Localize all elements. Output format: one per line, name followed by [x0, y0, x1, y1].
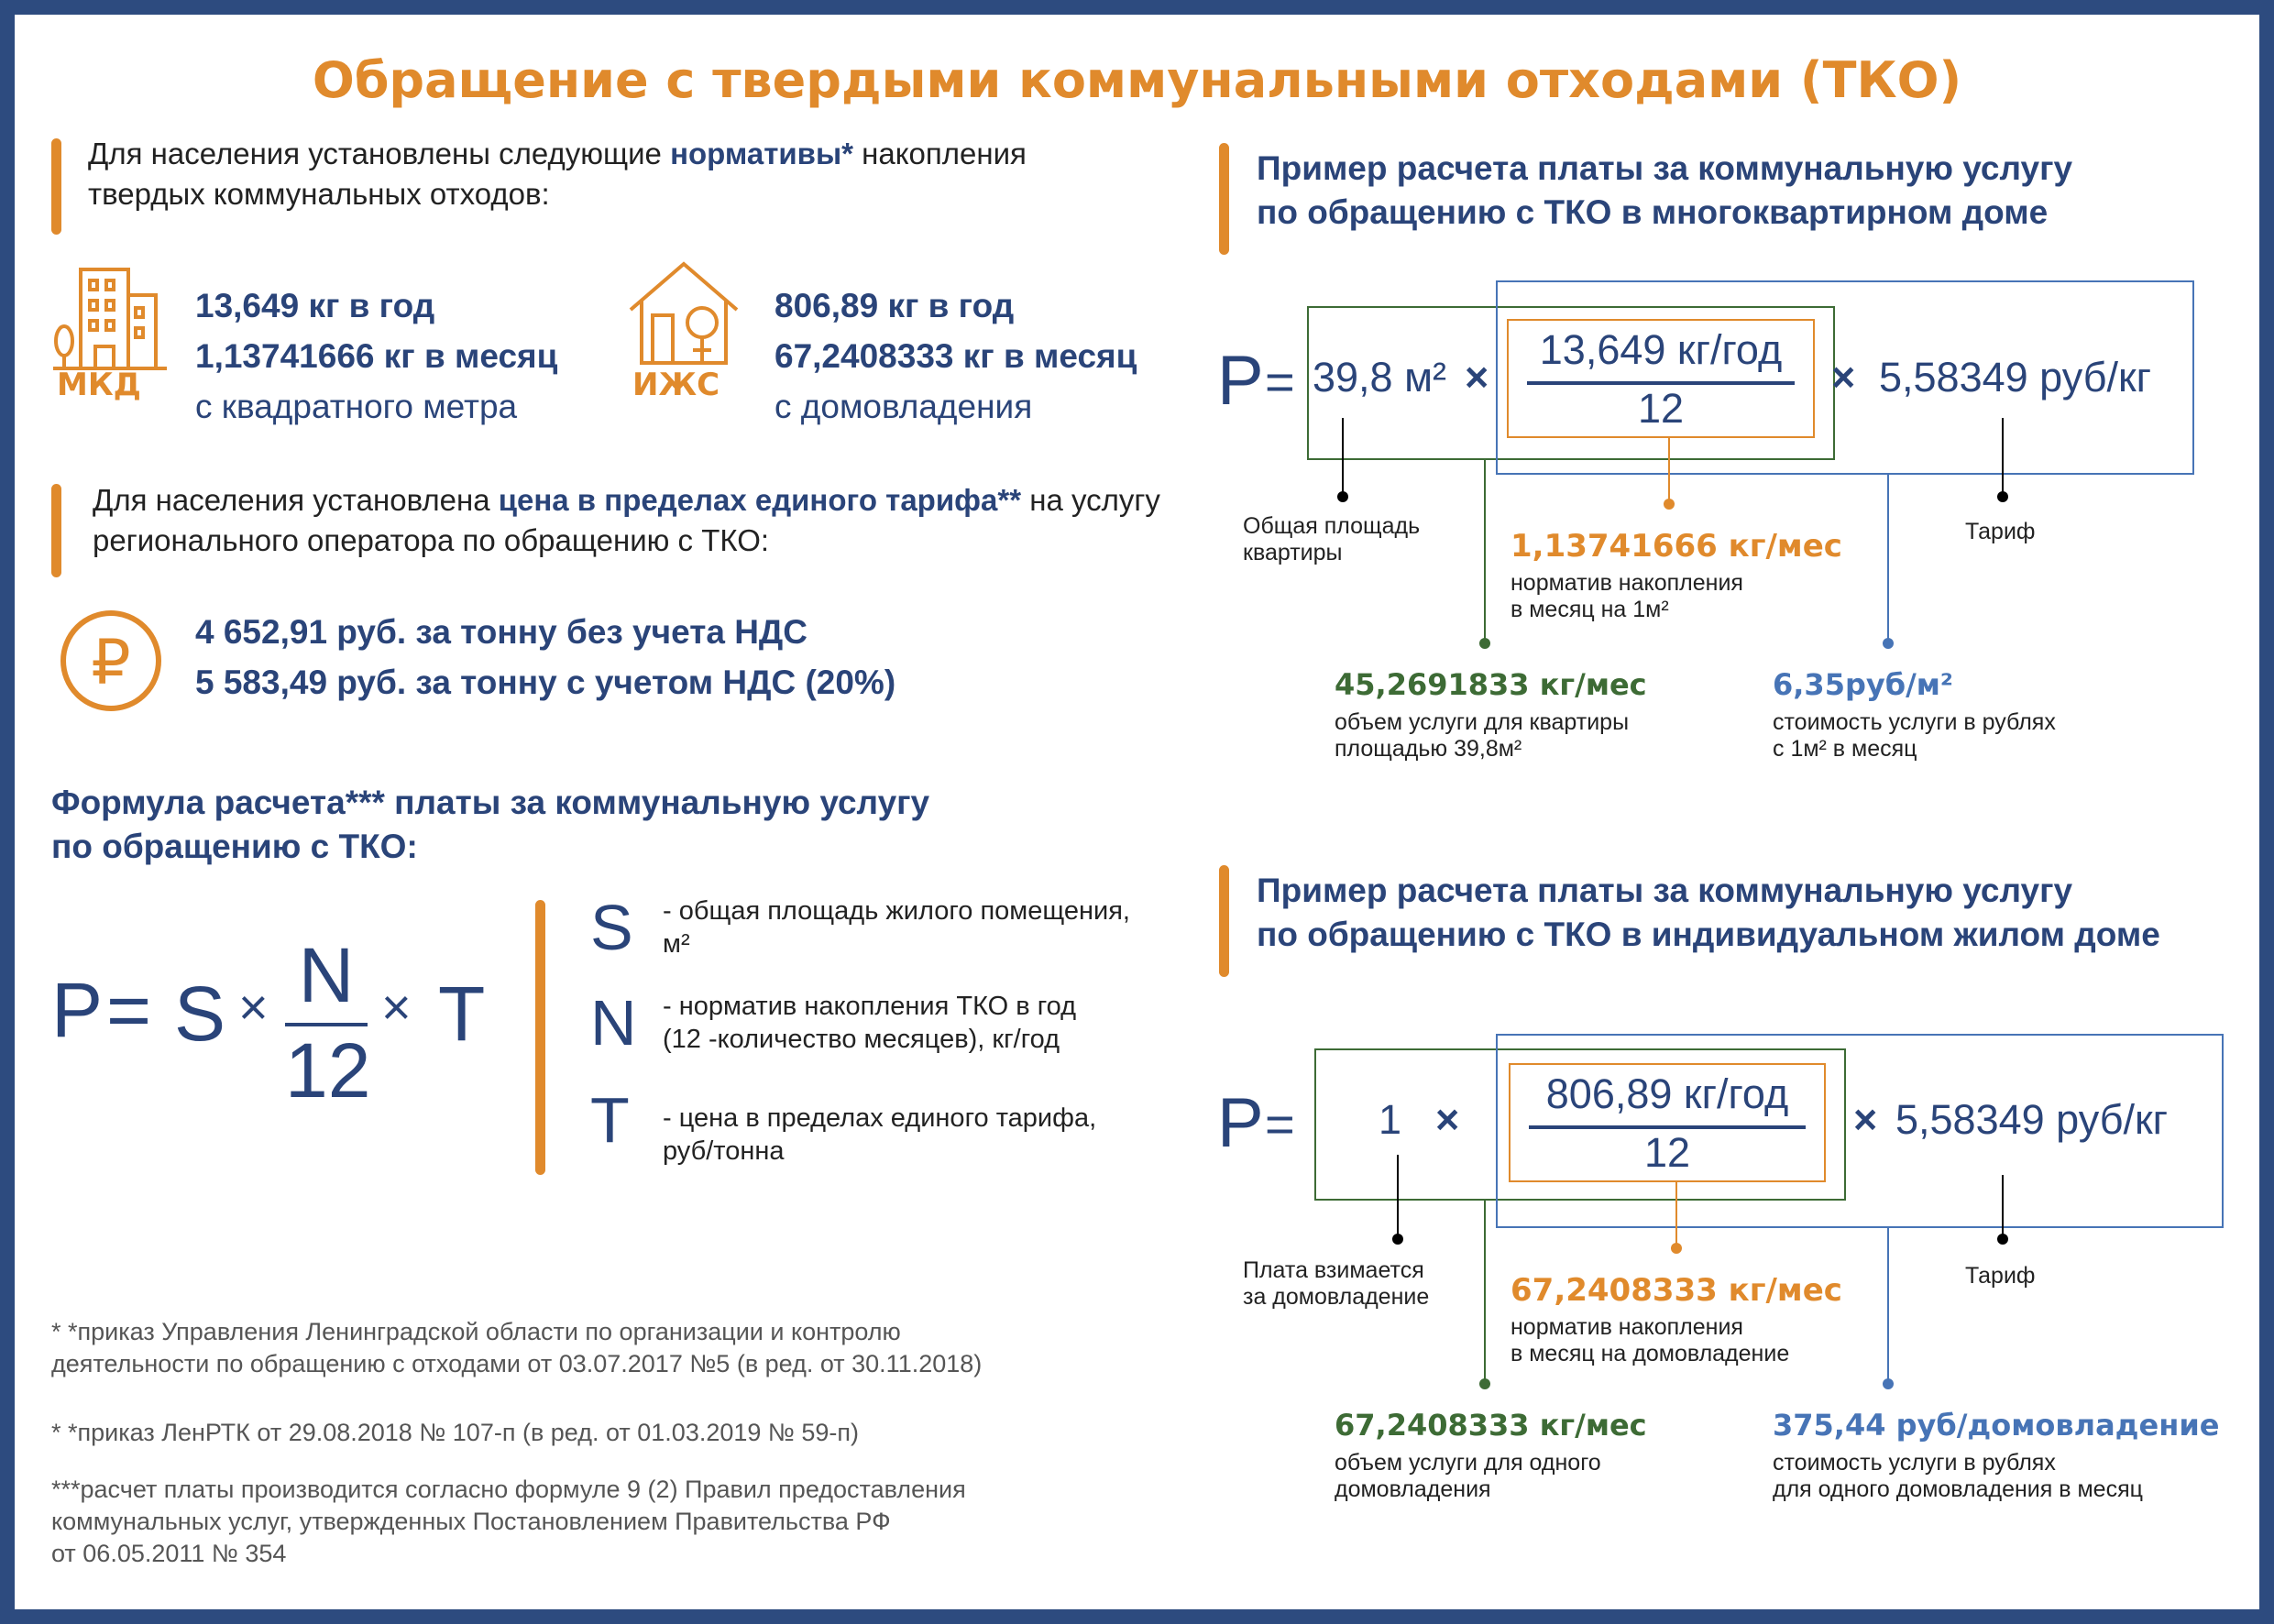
example-mkd-eq: = — [1265, 353, 1295, 411]
legend-s-line1: - общая площадь жилого помещения, — [663, 896, 1130, 926]
example-izhs-times: × — [1853, 1096, 1878, 1143]
norm-value: 1,13741666 кг/мес — [1511, 528, 1842, 565]
area-label-line2: квартиры — [1243, 540, 1343, 565]
legend-t — [663, 1102, 1096, 1168]
example-mkd-heading-line1: Пример расчета платы за коммунальную услугу — [1257, 149, 2073, 187]
formula-divisor: 12 — [285, 1027, 371, 1114]
page-title: Обращение с твердыми коммунальными отходами (ТКО) — [312, 51, 1962, 109]
norm-label-line1: норматив накопления — [1511, 1314, 1743, 1340]
price-with-vat: 5 583,49 руб. за тонну с учетом НДС (20%) — [195, 664, 896, 701]
legend-s — [663, 894, 1130, 960]
formula-heading-line1: Формула расчета*** платы за коммунальную услугу — [51, 784, 930, 821]
formula-n: N — [298, 932, 355, 1018]
cost-value: 375,44 руб/домовладение — [1773, 1408, 2220, 1443]
area-label-line1: Плата взимается — [1243, 1257, 1424, 1283]
volume-value: 67,2408333 кг/мес — [1335, 1408, 1647, 1443]
legend-n — [663, 990, 1076, 1056]
ruble-icon — [57, 607, 165, 715]
tariff-label: Тариф — [1965, 519, 2036, 544]
example-izhs-heading-line2: по обращению с ТКО в индивидуальном жилом доме — [1257, 916, 2160, 953]
norms-intro-text: Для населения установлены следующие — [88, 137, 671, 170]
legend-n-line2: (12 -количество месяцев), кг/год — [663, 1025, 1060, 1054]
volume-label-line2: домовладения — [1335, 1476, 1491, 1502]
norm-label-line2: в месяц на 1м² — [1511, 597, 1669, 622]
example-mkd-times: × — [1465, 354, 1489, 401]
norms-intro-bold: нормативы* — [670, 137, 853, 170]
accent-bar — [51, 484, 61, 577]
price-intro-line2: регионального оператора по обращению с ТКО: — [93, 523, 770, 557]
footnote-2: * *приказ ЛенРТК от 29.08.2018 № 107-п (в ред. от 01.03.2019 № 59-п) — [51, 1419, 860, 1446]
area-label — [1243, 1257, 1429, 1311]
legend-s-line2: м² — [663, 929, 690, 959]
connector-dot — [1664, 499, 1675, 510]
footnote-1-line1: * *приказ Управления Ленинградской области по организации и контролю — [51, 1318, 901, 1345]
formula-t: T — [438, 971, 486, 1057]
connector-line — [1484, 460, 1486, 643]
mkd-unit: с квадратного метра — [195, 388, 518, 425]
connector-line — [2002, 1175, 2004, 1239]
connector-line — [1342, 418, 1344, 497]
footnote-1-line2: деятельности по обращению с отходами от 03.07.2017 №5 (в ред. от 30.11.2018) — [51, 1350, 983, 1377]
price-values — [195, 607, 895, 708]
connector-line — [1887, 1228, 1889, 1384]
mkd-per-month: 1,13741666 кг в месяц — [195, 337, 558, 375]
footnote-3-line3: от 06.05.2011 № 354 — [51, 1540, 287, 1567]
legend-symbol-n: N — [590, 987, 637, 1059]
norms-intro-post: накопления — [852, 137, 1027, 170]
example-mkd-p: P — [1217, 342, 1264, 420]
footnote-3-line2: коммунальных услуг, утвержденных Постановлением Правительства РФ — [51, 1508, 891, 1535]
accent-bar — [1219, 865, 1229, 977]
legend-n-line1: - норматив накопления ТКО в год — [663, 992, 1077, 1021]
volume-label — [1335, 709, 1629, 763]
formula-p: P — [51, 967, 104, 1053]
svg-text:₽: ₽ — [91, 627, 131, 699]
norm-label — [1511, 570, 1743, 623]
connector-dot — [1392, 1234, 1403, 1245]
connector-dot — [1883, 638, 1894, 649]
connector-line — [2002, 418, 2004, 497]
mkd-label: МКД — [57, 367, 141, 403]
infographic-page — [15, 15, 2259, 1609]
izhs-unit: с домовладения — [774, 388, 1033, 425]
price-intro-bold: цена в пределах единого тарифа** — [498, 483, 1022, 517]
izhs-per-month: 67,2408333 кг в месяц — [774, 337, 1137, 375]
connector-line — [1484, 1201, 1486, 1384]
footnote-3 — [51, 1474, 1151, 1570]
tariff-label: Тариф — [1965, 1263, 2036, 1289]
example-mkd-area: 39,8 м² — [1313, 354, 1447, 401]
formula-heading-line2: по обращению с ТКО: — [51, 828, 418, 865]
connector-dot — [1997, 491, 2008, 502]
example-izhs-denominator: 12 — [1643, 1129, 1691, 1176]
accent-bar — [51, 138, 61, 235]
formula-heading — [51, 781, 1151, 869]
area-label — [1243, 513, 1420, 566]
connector-dot — [1479, 1378, 1490, 1389]
norm-value: 67,2408333 кг/мес — [1511, 1272, 1842, 1309]
izhs-label: ИЖС — [632, 367, 720, 403]
formula-times: × — [381, 978, 412, 1036]
connector-line — [1675, 1182, 1677, 1248]
legend-t-line1: - цена в пределах единого тарифа, — [663, 1103, 1097, 1133]
price-intro — [93, 480, 1174, 561]
example-izhs-times: × — [1435, 1096, 1460, 1143]
norms-intro — [88, 134, 1142, 214]
legend-symbol-t: T — [590, 1084, 630, 1156]
accent-bar — [535, 900, 545, 1175]
connector-line — [1397, 1155, 1399, 1239]
norm-label-line1: норматив накопления — [1511, 570, 1743, 596]
formula-s: S — [174, 971, 226, 1057]
norms-intro-line2: твердых коммунальных отходов: — [88, 177, 550, 211]
price-intro-post: на услугу — [1021, 483, 1160, 517]
connector-line — [1887, 475, 1889, 643]
cost-label-line1: стоимость услуги в рублях — [1773, 709, 2056, 735]
footnote-1 — [51, 1316, 1151, 1380]
connector-dot — [1997, 1234, 2008, 1245]
footnote-3-line1: ***расчет платы производится согласно формуле 9 (2) Правил предоставления — [51, 1476, 966, 1503]
example-izhs-area: 1 — [1379, 1096, 1402, 1143]
cost-label-line1: стоимость услуги в рублях — [1773, 1450, 2056, 1476]
example-izhs-tariff: 5,58349 руб/кг — [1895, 1096, 2169, 1143]
cost-value: 6,35руб/м² — [1773, 667, 1953, 702]
mkd-per-year: 13,649 кг в год — [195, 287, 435, 324]
example-izhs-heading-line1: Пример расчета платы за коммунальную услугу — [1257, 872, 2073, 909]
legend-t-line2: руб/тонна — [663, 1136, 785, 1166]
example-izhs-p: P — [1217, 1084, 1264, 1162]
izhs-per-year: 806,89 кг в год — [774, 287, 1015, 324]
example-mkd-times: × — [1831, 354, 1856, 401]
formula-eq: = — [106, 967, 152, 1053]
legend-symbol-s: S — [590, 892, 633, 963]
apartment-building-icon — [53, 264, 172, 374]
connector-dot — [1479, 638, 1490, 649]
cost-label — [1773, 709, 2056, 763]
area-label-line2: за домовладение — [1243, 1284, 1430, 1310]
volume-label-line1: объем услуги для одного — [1335, 1450, 1601, 1476]
volume-label-line2: площадью 39,8м² — [1335, 736, 1522, 762]
cost-label — [1773, 1450, 2143, 1503]
house-icon — [627, 258, 746, 368]
cost-label-line2: с 1м² в месяц — [1773, 736, 1917, 762]
volume-label-line1: объем услуги для квартиры — [1335, 709, 1630, 735]
price-intro-text: Для населения установлена — [93, 483, 499, 517]
example-izhs-numerator: 806,89 кг/год — [1545, 1070, 1789, 1117]
example-mkd-heading-line2: по обращению с ТКО в многоквартирном доме — [1257, 193, 2049, 231]
connector-dot — [1337, 491, 1348, 502]
example-mkd-heading — [1257, 147, 2247, 235]
example-izhs-heading — [1257, 869, 2247, 957]
cost-label-line2: для одного домовладения в месяц — [1773, 1476, 2143, 1502]
example-mkd-numerator: 13,649 кг/год — [1539, 326, 1783, 373]
price-without-vat: 4 652,91 руб. за тонну без учета НДС — [195, 613, 807, 651]
area-label-line1: Общая площадь — [1243, 513, 1421, 539]
connector-line — [1668, 438, 1670, 502]
izhs-values — [774, 280, 1137, 432]
example-mkd-denominator: 12 — [1637, 385, 1685, 432]
norm-label-line2: в месяц на домовладение — [1511, 1341, 1790, 1366]
example-izhs-eq: = — [1265, 1095, 1295, 1153]
volume-label — [1335, 1450, 1601, 1503]
norm-label — [1511, 1314, 1789, 1367]
mkd-values — [195, 280, 557, 432]
connector-dot — [1671, 1243, 1682, 1254]
example-mkd-tariff: 5,58349 руб/кг — [1879, 354, 2152, 401]
accent-bar — [1219, 143, 1229, 255]
formula-times: × — [238, 978, 269, 1036]
connector-dot — [1883, 1378, 1894, 1389]
volume-value: 45,2691833 кг/мес — [1335, 667, 1647, 702]
